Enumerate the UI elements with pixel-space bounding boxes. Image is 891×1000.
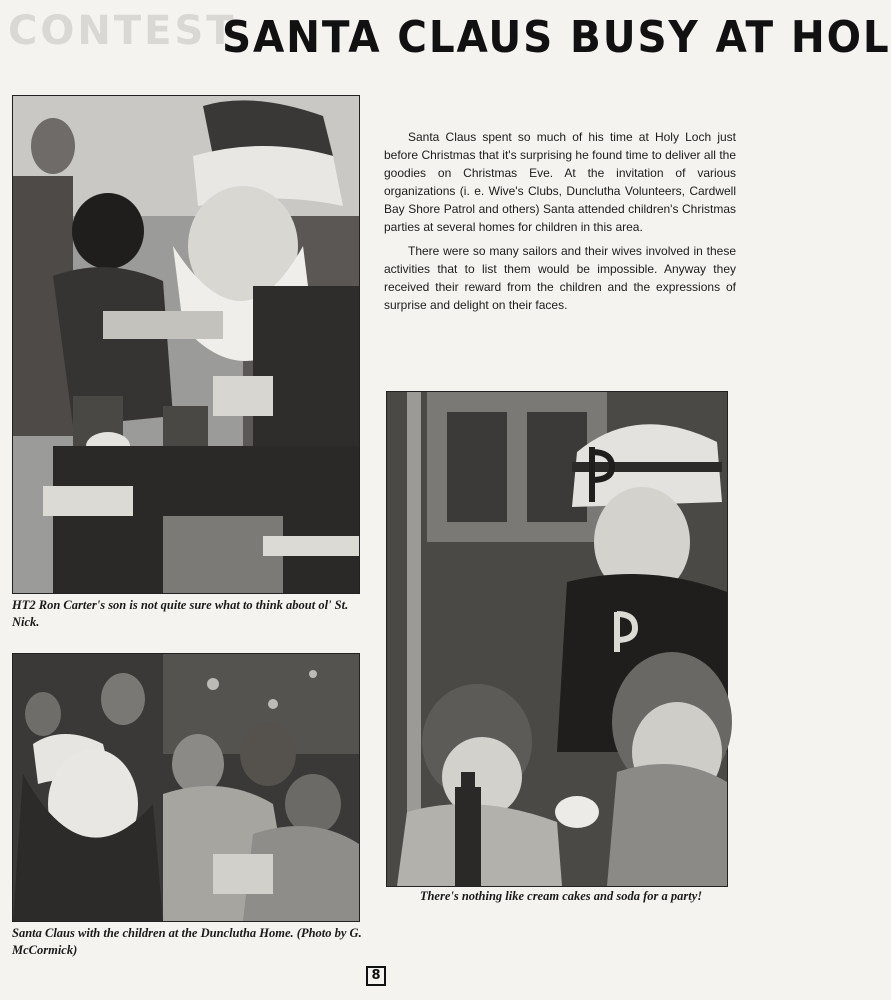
page-headline: SANTA CLAUS BUSY AT HOL bbox=[222, 12, 891, 63]
article-body bbox=[384, 128, 736, 320]
photo-cream-cakes-party-image bbox=[387, 392, 727, 886]
article-paragraph-1: Santa Claus spent so much of his time at Holy Loch just before Christmas that it's surprising he found time to deliver all the goodies on Christmas Eve. At the invitation of various organizations (i. e. Wive's Clubs, Dunclutha Volunteers, Cardwell Bay Shore Patrol and others) Santa attended children's Christmas parties at several homes for children in this area. bbox=[384, 130, 736, 234]
photo-santa-with-baby bbox=[12, 95, 360, 594]
caption-cream-cakes-party: There's nothing like cream cakes and soda for a party! bbox=[419, 889, 703, 903]
caption-santa-with-baby: HT2 Ron Carter's son is not quite sure what to think about ol' St. Nick. bbox=[12, 598, 349, 629]
bleed-through-heading: CONTEST bbox=[8, 8, 237, 54]
photo-santa-with-baby-image bbox=[13, 96, 359, 593]
photo-santa-with-children-image bbox=[13, 654, 359, 921]
photo-cream-cakes-party bbox=[386, 391, 728, 887]
article-paragraph-2: There were so many sailors and their wives involved in these activities that to list them would be impossible. Anyway they received their reward from the children and the expressions of surprise and delight on their faces. bbox=[384, 244, 736, 312]
photo-santa-with-children bbox=[12, 653, 360, 922]
page-number: 8 bbox=[366, 966, 386, 986]
caption-santa-with-children: Santa Claus with the children at the Dunclutha Home. (Photo by G. McCormick) bbox=[12, 926, 362, 957]
